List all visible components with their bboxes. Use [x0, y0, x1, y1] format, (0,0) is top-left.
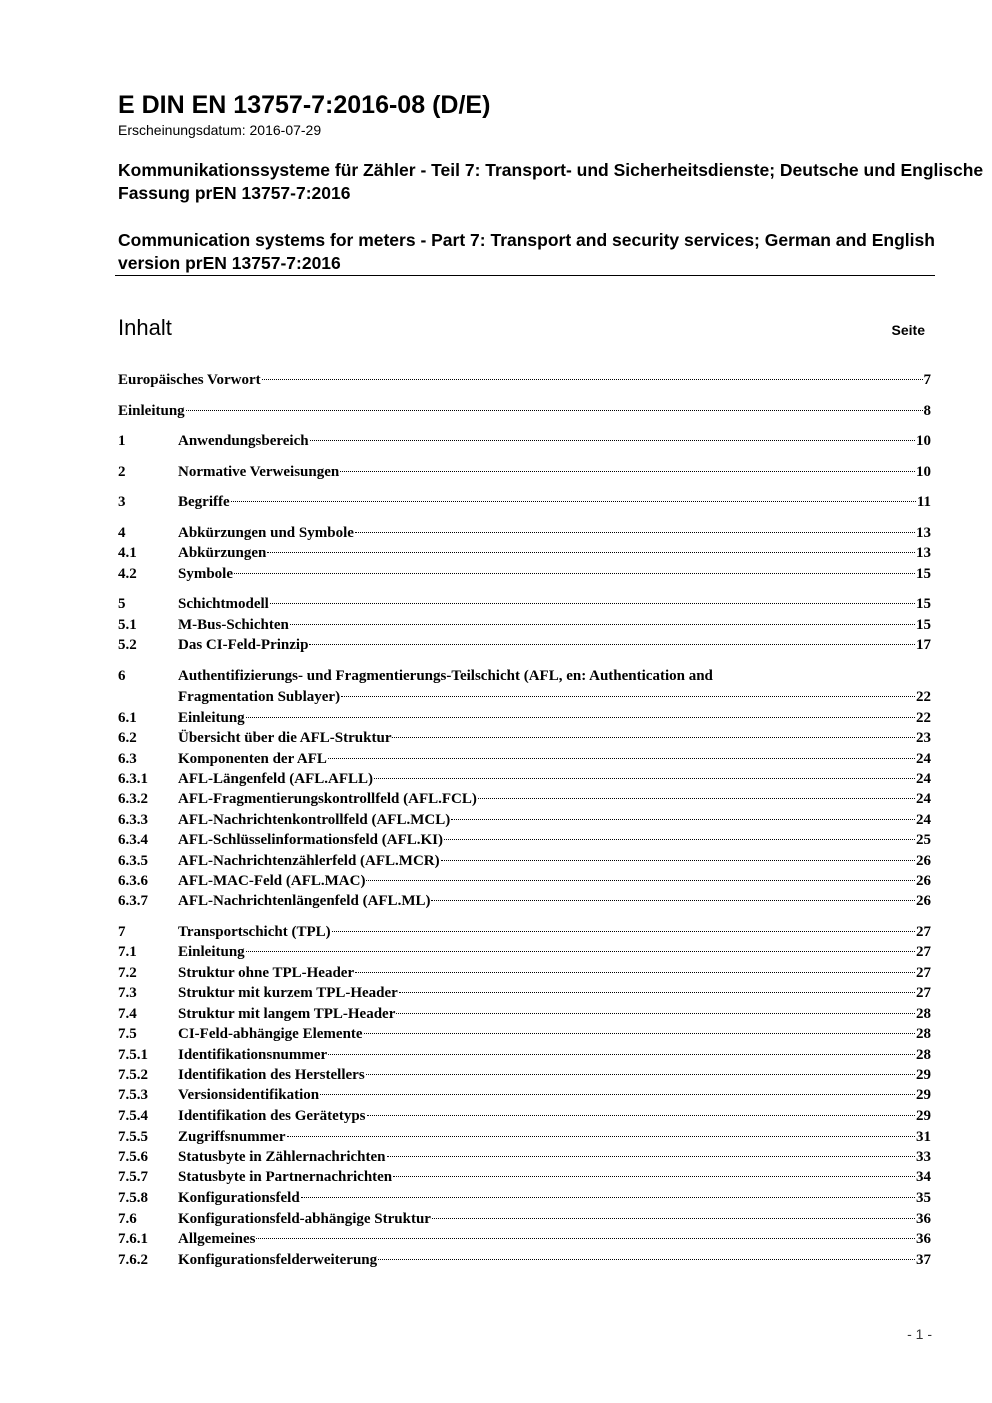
toc-entry-number: 3 [118, 494, 126, 510]
toc-entry-page: 26 [916, 893, 931, 909]
toc-entry-page: 28 [916, 1006, 931, 1022]
toc-entry-page: 26 [916, 873, 931, 889]
toc-entry[interactable] [118, 749, 931, 769]
toc-entry-page: 24 [916, 751, 931, 767]
toc-entry[interactable] [118, 1065, 931, 1085]
toc-entry-number: 7 [118, 924, 126, 940]
toc-entry[interactable] [118, 769, 931, 789]
toc-entry-title: Versionsidentifikation [178, 1087, 320, 1103]
dot-leader [478, 798, 915, 799]
toc-entry-number: 7.6.1 [118, 1231, 148, 1247]
toc-entry-title: Abkürzungen und Symbole [178, 525, 354, 541]
toc-entry[interactable] [118, 1209, 931, 1229]
toc-entry-page: 27 [916, 965, 931, 981]
toc-entry-page: 13 [916, 545, 931, 561]
toc-entry[interactable] [118, 431, 931, 451]
toc-entry[interactable] [118, 1106, 931, 1126]
toc-entry[interactable] [118, 1085, 931, 1105]
dot-leader [309, 644, 915, 645]
toc-entry-title: Allgemeines [178, 1231, 256, 1247]
dot-leader [246, 717, 915, 718]
toc-entry[interactable] [118, 1229, 931, 1249]
toc-entry-number: 6.3.4 [118, 832, 148, 848]
toc-entry-number: 7.5.6 [118, 1149, 148, 1165]
toc-entry[interactable] [118, 851, 931, 871]
toc-entry-title: AFL-Fragmentierungskontrollfeld (AFL.FCL) [178, 791, 477, 807]
toc-entry-page: 15 [916, 596, 931, 612]
toc-entry-number: 6.2 [118, 730, 137, 746]
toc-entry-title: Statusbyte in Partnernachrichten [178, 1169, 393, 1185]
toc-entry[interactable] [118, 708, 931, 728]
toc-entry-page: 24 [916, 791, 931, 807]
dot-leader [387, 1156, 915, 1157]
toc-entry-number: 2 [118, 464, 126, 480]
toc-entry-number: 7.4 [118, 1006, 137, 1022]
toc-entry-title: Konfigurationsfeld-abhängige Struktur [178, 1211, 431, 1227]
toc-entry-title: AFL-Längenfeld (AFL.AFLL) [178, 771, 373, 787]
toc-entry-number: 5.2 [118, 637, 137, 653]
dot-leader [374, 778, 915, 779]
toc-entry[interactable] [118, 615, 931, 635]
toc-entry-page: 24 [916, 771, 931, 787]
toc-entry[interactable] [118, 1045, 931, 1065]
toc-entry[interactable] [118, 830, 931, 850]
toc-entry-title: AFL-Nachrichtenlängenfeld (AFL.ML) [178, 893, 431, 909]
toc-entry-title: AFL-Schlüsselinformationsfeld (AFL.KI) [178, 832, 444, 848]
dot-leader [367, 1115, 916, 1116]
dot-leader [396, 1013, 915, 1014]
dot-leader [366, 880, 915, 881]
toc-entry-title: Abkürzungen [178, 545, 267, 561]
dot-leader [444, 839, 915, 840]
toc-entry[interactable] [118, 1167, 931, 1187]
toc-entry[interactable] [118, 543, 931, 563]
toc-entry[interactable] [118, 594, 931, 614]
toc-entry-page: 27 [916, 924, 931, 940]
toc-entry-title: Statusbyte in Zählernachrichten [178, 1149, 386, 1165]
title-german: Kommunikationssysteme für Zähler - Teil 7: Transport- und Sicherheitsdienste; Deutsche und Englische Fassung prEN 13757-7:2016 [118, 160, 984, 203]
dot-leader [355, 972, 915, 973]
toc-entry-number: 7.5.7 [118, 1169, 148, 1185]
toc-entry-page: 22 [916, 689, 931, 705]
toc-entry-number: 4.2 [118, 566, 137, 582]
toc-entry-title: Konfigurationsfeld [178, 1190, 300, 1206]
toc-entry-number: 6.1 [118, 710, 137, 726]
toc-entry-title: AFL-Nachrichtenkontrollfeld (AFL.MCL) [178, 812, 451, 828]
toc-entry-page: 31 [916, 1129, 931, 1145]
toc-entry-title: Einleitung [118, 403, 185, 419]
toc-entry[interactable] [118, 370, 931, 390]
toc-entry-number: 6.3.3 [118, 812, 148, 828]
toc-entry-page: 17 [916, 637, 931, 653]
toc-entry-page: 37 [916, 1252, 931, 1268]
dot-leader [393, 1176, 915, 1177]
toc-entry-page: 11 [916, 494, 931, 510]
toc-entry-number: 7.2 [118, 965, 137, 981]
toc-entry-title: Das CI-Feld-Prinzip [178, 637, 309, 653]
toc-entry-number: 1 [118, 433, 126, 449]
toc-entry[interactable] [118, 666, 931, 707]
toc-entry-page: 15 [916, 617, 931, 633]
toc-entry-title: Identifikation des Gerätetyps [178, 1108, 366, 1124]
toc-entry-title: CI-Feld-abhängige Elemente [178, 1026, 363, 1042]
toc-entry-page: 36 [916, 1211, 931, 1227]
header-divider [115, 275, 935, 276]
toc-entry-page: 15 [916, 566, 931, 582]
toc-entry[interactable] [118, 1250, 931, 1270]
toc-entry-title: Identifikation des Herstellers [178, 1067, 365, 1083]
toc-entry[interactable] [118, 635, 931, 655]
toc-entry-title: M-Bus-Schichten [178, 617, 289, 633]
toc-entry-number: 6.3.2 [118, 791, 148, 807]
toc-entry-page: 7 [923, 372, 931, 388]
toc-entry-title: Komponenten der AFL [178, 751, 327, 767]
dot-leader [246, 951, 915, 952]
toc-entry-number: 7.5.2 [118, 1067, 148, 1083]
toc-entry[interactable] [118, 963, 931, 983]
dot-leader [332, 931, 915, 932]
toc-entry-page: 29 [916, 1067, 931, 1083]
toc-entry-number: 6.3 [118, 751, 137, 767]
toc-entry-title: Einleitung [178, 710, 245, 726]
toc-entry-title: Schichtmodell [178, 596, 269, 612]
dot-leader [378, 1259, 915, 1260]
toc-entry-title-continued: Fragmentation Sublayer) [178, 689, 341, 705]
toc-entry-page: 36 [916, 1231, 931, 1247]
dot-leader [341, 696, 915, 697]
toc-entry-number: 6.3.7 [118, 893, 148, 909]
document-id: E DIN EN 13757-7:2016-08 (D/E) [118, 91, 491, 119]
toc-entry[interactable] [118, 789, 931, 809]
toc-entry-page: 35 [916, 1190, 931, 1206]
toc-entry[interactable] [118, 1004, 931, 1024]
dot-leader [451, 819, 915, 820]
toc-entry-number: 7.6 [118, 1211, 137, 1227]
toc-entry[interactable] [118, 983, 931, 1003]
dot-leader [290, 624, 915, 625]
dot-leader [328, 758, 915, 759]
toc-entry-page: 27 [916, 985, 931, 1001]
toc-entry-title: Übersicht über die AFL-Struktur [178, 730, 392, 746]
toc-entry[interactable] [118, 492, 931, 512]
toc-entry-number: 7.6.2 [118, 1252, 148, 1268]
dot-leader [231, 501, 916, 502]
dot-leader [355, 532, 915, 533]
toc-entry-number: 7.5.3 [118, 1087, 148, 1103]
toc-entry-number: 7.1 [118, 944, 137, 960]
toc-entry-number: 7.5.1 [118, 1047, 148, 1063]
dot-leader [364, 1033, 915, 1034]
toc-entry-page: 29 [916, 1087, 931, 1103]
toc-entry-title: Europäisches Vorwort [118, 372, 261, 388]
toc-entry-number: 6.3.5 [118, 853, 148, 869]
toc-entry[interactable] [118, 891, 931, 911]
toc-entry[interactable] [118, 564, 931, 584]
dot-leader [267, 552, 915, 553]
toc-entry-title: Zugriffsnummer [178, 1129, 286, 1145]
toc-entry-title: Transportschicht (TPL) [178, 924, 331, 940]
dot-leader [340, 471, 915, 472]
toc-entry-page: 24 [916, 812, 931, 828]
toc-entry-number: 6 [118, 668, 126, 684]
toc-entry-page: 10 [916, 464, 931, 480]
toc-entry-number: 4 [118, 525, 126, 541]
toc-entry-number: 4.1 [118, 545, 137, 561]
dot-leader [431, 900, 915, 901]
toc-entry[interactable] [118, 523, 931, 543]
toc-entry-page: 33 [916, 1149, 931, 1165]
toc-entry-title: AFL-Nachrichtenzählerfeld (AFL.MCR) [178, 853, 440, 869]
toc-entry[interactable] [118, 922, 931, 942]
toc-entry-number: 7.3 [118, 985, 137, 1001]
publication-date: Erscheinungsdatum: 2016-07-29 [118, 122, 322, 138]
toc-entry[interactable] [118, 462, 931, 482]
dot-leader [256, 1238, 915, 1239]
toc-entry[interactable] [118, 1188, 931, 1208]
dot-leader [287, 1136, 916, 1137]
toc-entry-title: Authentifizierungs- und Fragmentierungs-Teilschicht (AFL, en: Authentication and [178, 668, 713, 684]
toc-entry-page: 27 [916, 944, 931, 960]
toc-entry-page: 23 [916, 730, 931, 746]
dot-leader [441, 860, 915, 861]
toc-entry-number: 5 [118, 596, 126, 612]
toc-entry-page: 26 [916, 853, 931, 869]
toc-entry-title: AFL-MAC-Feld (AFL.MAC) [178, 873, 366, 889]
dot-leader [186, 410, 923, 411]
toc-entry-title: Normative Verweisungen [178, 464, 340, 480]
toc-entry-number: 7.5.5 [118, 1129, 148, 1145]
toc-entry-page: 25 [916, 832, 931, 848]
toc-entry-title: Konfigurationsfelderweiterung [178, 1252, 378, 1268]
toc-entry-page: 28 [916, 1047, 931, 1063]
toc-entry-title: Anwendungsbereich [178, 433, 309, 449]
toc-entry-number: 6.3.1 [118, 771, 148, 787]
toc-entry-title: Identifikationsnummer [178, 1047, 328, 1063]
toc-entry[interactable] [118, 810, 931, 830]
toc-entry[interactable] [118, 871, 931, 891]
dot-leader [392, 737, 915, 738]
toc-entry[interactable] [118, 401, 931, 421]
dot-leader [432, 1218, 915, 1219]
dot-leader [320, 1094, 915, 1095]
toc-entry-page: 29 [916, 1108, 931, 1124]
dot-leader [262, 379, 923, 380]
page-column-label: Seite [891, 322, 925, 338]
dot-leader [366, 1074, 915, 1075]
dot-leader [310, 440, 915, 441]
dot-leader [234, 573, 915, 574]
toc-entry-number: 7.5.4 [118, 1108, 148, 1124]
toc-entry-title: Symbole [178, 566, 234, 582]
toc-entry-title: Struktur mit langem TPL-Header [178, 1006, 396, 1022]
toc-entry-title: Einleitung [178, 944, 245, 960]
toc-entry[interactable] [118, 728, 931, 748]
toc-entry-number: 5.1 [118, 617, 137, 633]
page-number: - 1 - [907, 1326, 932, 1342]
dot-leader [399, 992, 915, 993]
toc-entry[interactable] [118, 1147, 931, 1167]
toc-entry-page: 8 [923, 403, 931, 419]
toc-heading: Inhalt [118, 315, 172, 340]
dot-leader [270, 603, 915, 604]
toc-entry-title: Struktur ohne TPL-Header [178, 965, 355, 981]
toc-entry-page: 34 [916, 1169, 931, 1185]
title-english: Communication systems for meters - Part 7: Transport and security services; German and English version prEN 13757-7:2016 [118, 230, 935, 273]
toc-entry-title: Struktur mit kurzem TPL-Header [178, 985, 398, 1001]
toc-entry[interactable] [118, 942, 931, 962]
toc-entry-number: 7.5.8 [118, 1190, 148, 1206]
toc-entry-number: 7.5 [118, 1026, 137, 1042]
toc-entry-title: Begriffe [178, 494, 230, 510]
dot-leader [301, 1197, 915, 1198]
dot-leader [328, 1054, 915, 1055]
toc-entry-page: 28 [916, 1026, 931, 1042]
toc-entry-page: 10 [916, 433, 931, 449]
toc-entry-number: 6.3.6 [118, 873, 148, 889]
toc-entry-page: 13 [916, 525, 931, 541]
toc-entry[interactable] [118, 1024, 931, 1044]
toc-entry[interactable] [118, 1127, 931, 1147]
toc-entry-page: 22 [916, 710, 931, 726]
